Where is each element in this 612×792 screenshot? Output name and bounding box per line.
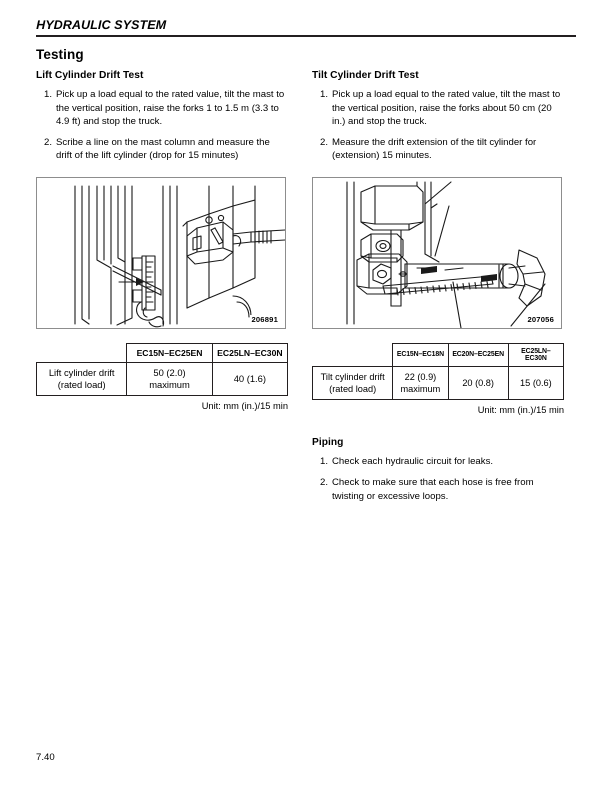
- table-row-label: [37, 362, 127, 395]
- tilt-test-step-list: [312, 88, 564, 163]
- page-folio: 7.40: [36, 752, 55, 763]
- list-item: [312, 88, 564, 129]
- table-row: [37, 362, 288, 395]
- tilt-cylinder-drift-figure: [312, 177, 562, 329]
- list-item-number: 1.: [43, 89, 52, 100]
- lift-test-step-list: [36, 88, 288, 163]
- table-cell: 22 (0.9) maximum: [393, 366, 448, 399]
- table-column-header: EC20N–EC25EN: [448, 343, 508, 366]
- list-item: [312, 476, 564, 503]
- right-column: [312, 70, 564, 503]
- lift-cylinder-drift-test-heading: Lift Cylinder Drift Test: [36, 70, 144, 81]
- list-item-text: Check to make sure that each hose is free from twisting or excessive loops.: [332, 476, 534, 502]
- tilt-cylinder-drift-test-heading: Tilt Cylinder Drift Test: [312, 70, 419, 81]
- tilt-test-line-drawing: [313, 178, 561, 328]
- list-item: [312, 136, 564, 163]
- list-item-number: 1.: [319, 456, 328, 468]
- table-column-header: EC25LN–EC30N: [212, 343, 287, 362]
- list-item-text: Pick up a load equal to the rated value, tilt the mast to the vertical position, raise the forks 1 to 1.5 m (3.3 to 4.9 ft) and stop the truck.: [56, 89, 285, 128]
- table-column-header: EC15N–EC25EN: [127, 343, 212, 362]
- table-corner-cell: [313, 343, 393, 366]
- list-item: [36, 136, 288, 163]
- tilt-table-unit-note: Unit: mm (in.)/15 min: [477, 405, 564, 416]
- table-row-label-line2: (rated load): [57, 379, 106, 391]
- header-divider: [36, 35, 576, 37]
- list-item: [36, 88, 288, 129]
- table-header-row: [313, 343, 564, 366]
- table-header-row: [37, 343, 288, 362]
- left-column: [36, 70, 288, 411]
- lift-cylinder-drift-table: [36, 343, 288, 396]
- list-item-text: Scribe a line on the mast column and measure the drift of the lift cylinder (drop for 15 minutes): [56, 136, 270, 162]
- tilt-cylinder-drift-table: [312, 343, 564, 400]
- list-item-text: Check each hydraulic circuit for leaks.: [332, 456, 494, 468]
- table-row-label: [313, 366, 393, 399]
- section-heading: Testing: [36, 47, 84, 62]
- list-item-number: 1.: [319, 89, 328, 100]
- table-cell: 15 (0.6): [508, 366, 563, 399]
- table-column-header: EC25LN–EC30N: [508, 343, 563, 366]
- piping-heading: Piping: [312, 437, 344, 449]
- list-item-text: Measure the drift extension of the tilt cylinder for (extension) 15 minutes.: [332, 136, 537, 162]
- lift-cylinder-drift-figure: [36, 177, 286, 329]
- table-row-label-line2: (rated load): [329, 384, 377, 395]
- running-header: [36, 18, 576, 37]
- page-title: HYDRAULIC SYSTEM: [36, 18, 167, 32]
- table-row-label-line1: Lift cylinder drift: [48, 366, 115, 378]
- table-corner-cell: [37, 343, 127, 362]
- piping-step-list: [312, 455, 564, 503]
- table-row-label-line1: Tilt cylinder drift: [320, 371, 385, 382]
- figure-id-label: 206891: [251, 314, 278, 324]
- table-cell: 40 (1.6): [212, 362, 287, 395]
- list-item-number: 2.: [43, 136, 52, 148]
- figure-id-label: 207056: [527, 314, 554, 324]
- lift-table-unit-note: Unit: mm (in.)/15 min: [201, 401, 288, 412]
- table-cell: 50 (2.0) maximum: [127, 362, 212, 395]
- list-item-number: 2.: [319, 136, 328, 148]
- table-row: [313, 366, 564, 399]
- table-column-header: EC15N–EC18N: [393, 343, 448, 366]
- list-item-text: Pick up a load equal to the rated value, tilt the mast to the vertical position, raise the forks about 50 cm (20 in.) and stop the truck.: [332, 89, 561, 128]
- list-item: [312, 455, 564, 469]
- lift-test-line-drawing: [37, 178, 285, 328]
- list-item-number: 2.: [319, 476, 328, 488]
- table-cell: 20 (0.8): [448, 366, 508, 399]
